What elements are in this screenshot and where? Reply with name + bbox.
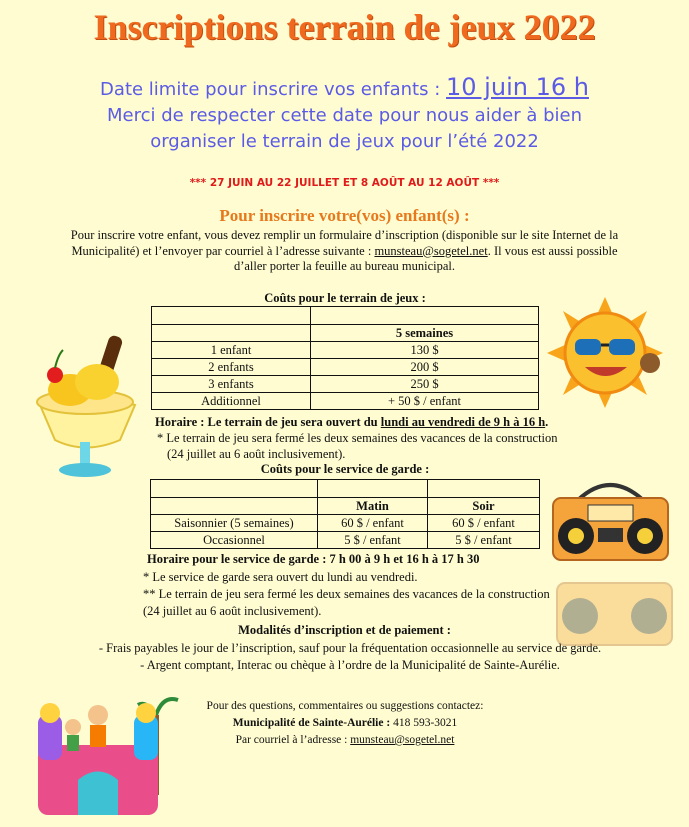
playground-costs-caption: Coûts pour le terrain de jeux :	[264, 291, 426, 305]
list-item: - Frais payables le jour de l’inscription, sauf pour la fréquentation occasionnelle au service de garde.	[98, 641, 602, 655]
bouncy-castle-icon	[28, 685, 188, 825]
periods-banner: *** 27 JUIN AU 22 JUILLET ET 8 AOÛT AU 12 AOÛT ***	[189, 177, 500, 189]
radio-icon	[552, 578, 677, 673]
table-row: Saisonnier (5 semaines) 60 $ / enfant 60 $ / enfant	[151, 515, 540, 532]
deadline-line3: organiser le terrain de jeux pour l’été 2022	[150, 131, 539, 152]
inscription-paragraph: Pour inscrire votre enfant, vous devez remplir un formulaire d’inscription (disponible sur le site Internet de la Municipalité) et l’envoyer par courriel à l’adresse suivante : munsteau@sogetel.net. Il vous est aussi possible d’aller porter la feuille au bureau municipal.	[70, 228, 619, 273]
contact-intro: Pour des questions, commentaires ou suggestions contactez:	[206, 700, 484, 712]
daycare-note-1: * Le service de garde sera ouvert du lundi au vendredi.	[143, 570, 418, 584]
ice-cream-icon	[25, 330, 150, 485]
table-row	[152, 307, 539, 325]
contact-block: Pour des questions, commentaires ou suggestions contactez: Municipalité de Sainte-Aurélie : 418 593-3021 Par courriel à l’adresse : munsteau@sogetel.net	[150, 698, 540, 749]
table-row: 5 semaines	[152, 325, 539, 342]
contact-email-link[interactable]: munsteau@sogetel.net	[350, 734, 455, 746]
deadline-line2: Merci de respecter cette date pour nous aider à bien	[107, 105, 582, 126]
table-row: 2 enfants 200 $	[152, 359, 539, 376]
table-row: Matin Soir	[151, 498, 540, 515]
playground-costs-table	[151, 306, 539, 410]
contact-phone: 418 593-3021	[390, 717, 458, 729]
page-title: Inscriptions terrain de jeux 2022	[93, 7, 596, 47]
list-item: - Argent comptant, Interac ou chèque à l’ordre de la Municipalité de Sainte-Aurélie.	[140, 658, 560, 672]
playground-note-2: (24 juillet au 6 août inclusivement).	[167, 447, 346, 461]
modalities-title: Modalités d’inscription et de paiement :	[238, 623, 451, 637]
table-row: 1 enfant 130 $	[152, 342, 539, 359]
contact-org: Municipalité de Sainte-Aurélie :	[232, 717, 391, 729]
table-row: 3 enfants 250 $	[152, 376, 539, 393]
table-row: Additionnel + 50 $ / enfant	[152, 393, 539, 410]
deadline-prefix: Date limite pour inscrire vos enfants :	[100, 79, 447, 100]
deadline-date: 10 juin 16 h	[446, 73, 589, 101]
playground-note-1: * Le terrain de jeu sera fermé les deux semaines des vacances de la construction	[157, 431, 558, 445]
daycare-schedule-title: Horaire pour le service de garde : 7 h 00 à 9 h et 16 h à 17 h 30	[147, 552, 480, 566]
daycare-costs-table	[150, 479, 540, 549]
inscription-heading: Pour inscrire votre(vos) enfant(s) :	[219, 206, 470, 225]
deadline-block	[0, 74, 689, 155]
playground-schedule: Horaire : Le terrain de jeu sera ouvert du lundi au vendredi de 9 h à 16 h.	[155, 415, 549, 429]
email-link[interactable]: munsteau@sogetel.net	[374, 243, 488, 258]
sun-icon	[545, 295, 670, 410]
radio-icon	[548, 470, 673, 570]
daycare-note-2: ** Le terrain de jeu sera fermé les deux semaines des vacances de la construction	[143, 587, 550, 601]
daycare-costs-caption: Coûts pour le service de garde :	[260, 462, 430, 476]
table-row: Occasionnel 5 $ / enfant 5 $ / enfant	[151, 532, 540, 549]
daycare-note-3: (24 juillet au 6 août inclusivement).	[143, 604, 322, 618]
table-row	[151, 480, 540, 498]
